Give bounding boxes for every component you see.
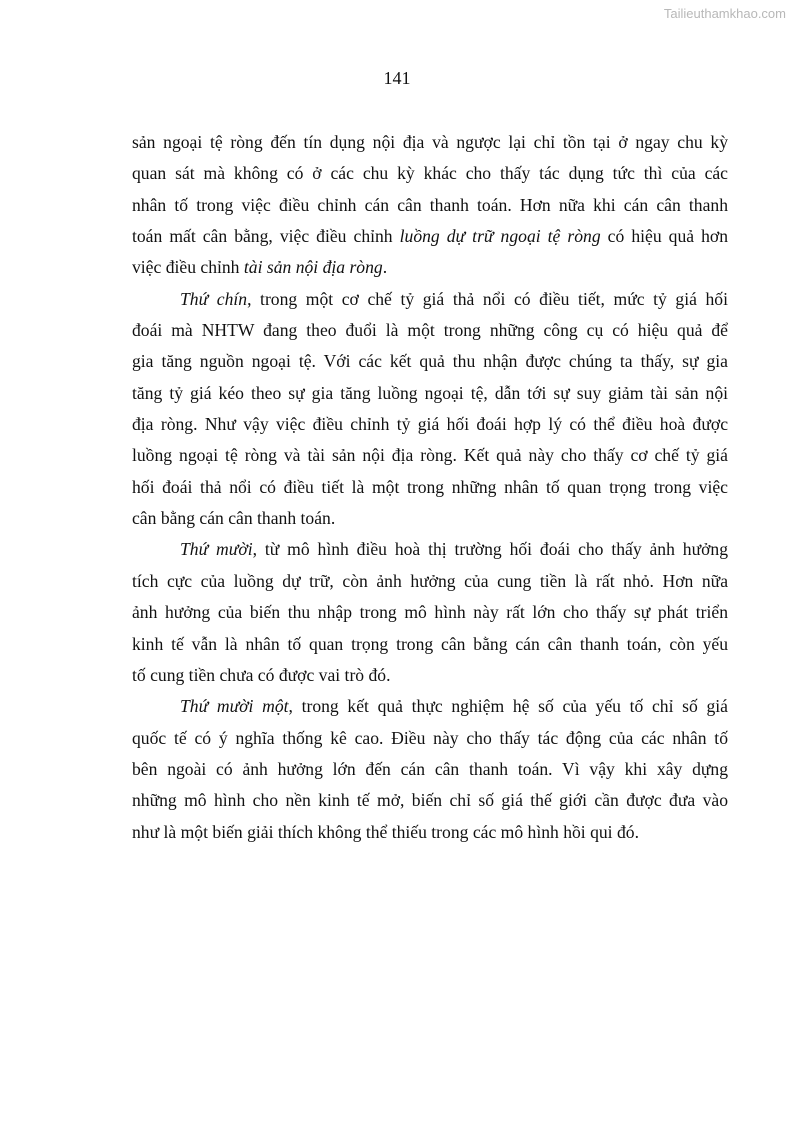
text-segment: việc điều chỉnh	[132, 257, 244, 278]
paragraph	[132, 127, 728, 284]
text-line	[132, 754, 728, 785]
text-segment: .	[382, 257, 388, 278]
italic-text: Thứ chín	[180, 288, 248, 309]
text-segment: tích cực của luồng dự trữ, còn ảnh hưởng của cung tiền là rất nhỏ. Hơn nữa	[132, 570, 728, 591]
text-line	[132, 440, 728, 471]
text-segment: đoái mà NHTW đang theo đuổi là một trong những công cụ có hiệu quả để	[132, 320, 728, 341]
page-number: 141	[383, 68, 411, 88]
text-segment: , trong một cơ chế tỷ giá thả nổi có điều tiết, mức tỷ giá hối	[247, 288, 728, 309]
italic-text: Thứ mười	[180, 539, 253, 560]
text-segment: bên ngoài có ảnh hưởng lớn đến cán cân thanh toán. Vì vậy khi xây dựng	[132, 758, 728, 779]
text-segment: cân bằng cán cân thanh toán.	[132, 508, 336, 529]
text-segment: gia tăng nguồn ngoại tệ. Với các kết quả thu nhận được chúng ta thấy, sự gia	[132, 351, 728, 372]
text-segment: địa ròng. Như vậy việc điều chỉnh tỷ giá hối đoái hợp lý có thể điều hoà được	[132, 414, 728, 435]
italic-text: tài sản nội địa ròng	[243, 257, 383, 278]
text-segment: sản ngoại tệ ròng đến tín dụng nội địa và ngược lại chỉ tồn tại ở ngay chu kỳ	[132, 132, 728, 152]
text-line	[132, 723, 728, 754]
paragraph	[132, 691, 728, 848]
text-line	[132, 127, 728, 158]
text-line	[132, 190, 728, 221]
text-line	[132, 346, 728, 377]
text-segment: , từ mô hình điều hoà thị trường hối đoái cho thấy ảnh hưởng	[252, 539, 728, 560]
text-line	[132, 503, 728, 534]
text-line	[132, 252, 728, 283]
text-line	[132, 785, 728, 816]
text-line	[132, 315, 728, 346]
text-segment: như là một biến giải thích không thể thiếu trong các mô hình hồi qui đó.	[132, 821, 639, 842]
text-line	[132, 660, 728, 691]
text-segment: toán mất cân bằng, việc điều chỉnh	[132, 226, 400, 247]
text-line	[132, 158, 728, 189]
text-segment: kinh tế vẫn là nhân tố quan trọng trong cân bằng cán cân thanh toán, còn yếu	[132, 633, 728, 654]
paragraph	[132, 284, 728, 535]
text-segment: quốc tế có ý nghĩa thống kê cao. Điều này cho thấy tác động của các nhân tố	[132, 727, 728, 748]
text-line	[132, 409, 728, 440]
text-segment: hối đoái thả nổi có điều tiết là một trong những nhân tố quan trọng trong việc	[132, 476, 728, 497]
text-line	[132, 691, 728, 722]
text-line	[132, 221, 728, 252]
text-segment: , trong kết quả thực nghiệm hệ số của yếu tố chỉ số giá	[288, 696, 728, 717]
text-segment: những mô hình cho nền kinh tế mở, biến chỉ số giá thế giới cần được đưa vào	[132, 790, 728, 811]
text-segment: luồng ngoại tệ ròng và tài sản nội địa ròng. Kết quả này cho thấy cơ chế tỷ giá	[132, 445, 728, 466]
text-line	[132, 534, 728, 565]
text-segment: tố cung tiền chưa có được vai trò đó.	[132, 664, 391, 685]
text-line	[132, 378, 728, 409]
text-segment: nhân tố trong việc điều chỉnh cán cân thanh toán. Hơn nữa khi cán cân thanh	[132, 194, 728, 215]
paragraph	[132, 534, 728, 691]
text-line	[132, 472, 728, 503]
text-segment: tăng tỷ giá kéo theo sự gia tăng luồng ngoại tệ, dẫn tới sự suy giảm tài sản nội	[132, 382, 728, 403]
body-text	[132, 127, 728, 848]
text-segment: ảnh hưởng của biến thu nhập trong mô hình này rất lớn cho thấy sự phát triển	[132, 602, 728, 623]
text-line	[132, 597, 728, 628]
watermark: Tailieuthamkhao.com	[663, 6, 786, 21]
text-line	[132, 817, 728, 848]
italic-text: luồng dự trữ ngoại tệ ròng	[399, 226, 601, 247]
text-segment: có hiệu quả hơn	[600, 226, 728, 247]
italic-text: Thứ mười một	[180, 696, 289, 717]
text-segment: quan sát mà không có ở các chu kỳ khác cho thấy tác dụng tức thì của các	[132, 163, 728, 184]
text-line	[132, 284, 728, 315]
text-line	[132, 629, 728, 660]
text-line	[132, 566, 728, 597]
